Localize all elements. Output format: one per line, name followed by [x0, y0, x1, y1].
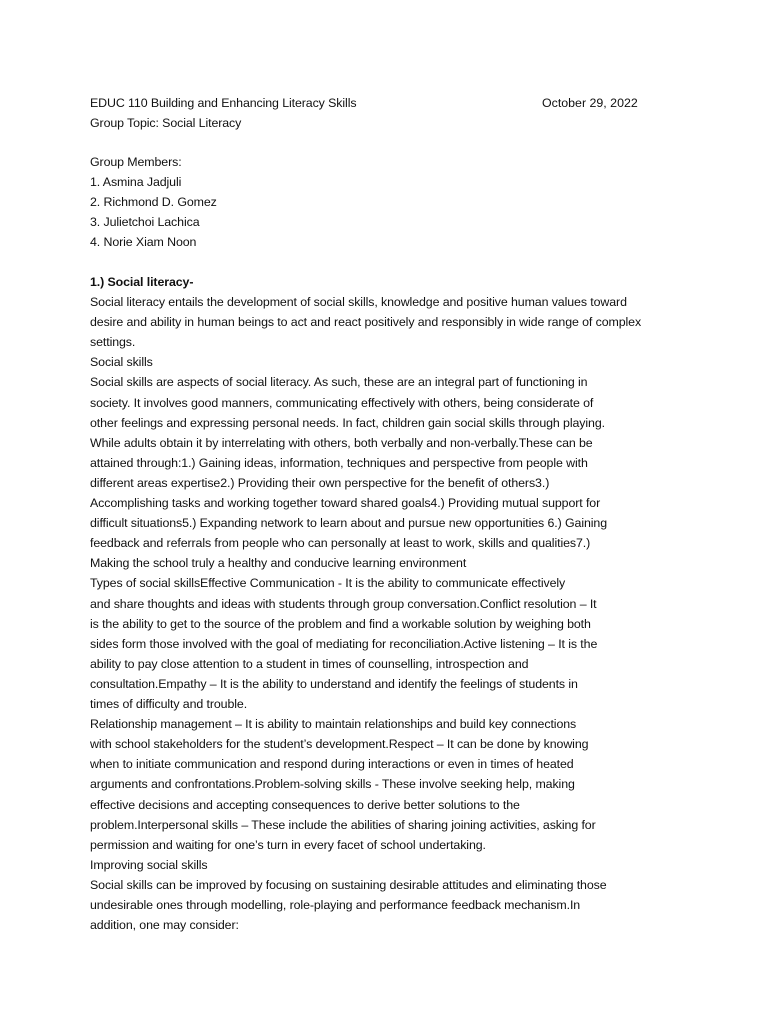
body-line: different areas expertise2.) Providing their own perspective for the benefit of others3.): [90, 475, 550, 490]
body-line: permission and waiting for one’s turn in every facet of school undertaking.: [90, 837, 486, 852]
body-line: arguments and confrontations.Problem-solving skills - These involve seeking help, making: [90, 777, 575, 792]
body-line: Social skills can be improved by focusing on sustaining desirable attitudes and eliminating those: [90, 877, 607, 892]
member-item: 2. Richmond D. Gomez: [90, 195, 217, 209]
body-line: settings.: [90, 335, 136, 350]
body-line: and share thoughts and ideas with students through group conversation.Conflict resolution – It: [90, 596, 597, 611]
members-heading: Group Members:: [90, 155, 182, 169]
body-line: Making the school truly a healthy and conducive learning environment: [90, 556, 467, 571]
body-line: Social literacy entails the development of social skills, knowledge and positive human values toward: [90, 295, 627, 309]
body-line: While adults obtain it by interrelating with others, both verbally and non-verbally.These can be: [90, 435, 593, 450]
body-line: is the ability to get to the source of the problem and find a workable solution by weighing both: [90, 616, 591, 631]
body-line: problem.Interpersonal skills – These include the abilities of sharing joining activities, asking for: [90, 817, 596, 832]
body-line: difficult situations5.) Expanding network to learn about and pursue new opportunities 6.) Gaining: [90, 516, 607, 531]
body-line: ability to pay close attention to a student in times of counselling, introspection and: [90, 656, 529, 671]
body-line: Types of social skillsEffective Communication - It is the ability to communicate effectively: [90, 576, 566, 591]
body-line: Social skills: [90, 355, 153, 370]
body-line: Relationship management – It is ability to maintain relationships and build key connections: [90, 717, 577, 732]
body-line: undesirable ones through modelling, role-playing and performance feedback mechanism.In: [90, 898, 581, 912]
group-topic: Group Topic: Social Literacy: [90, 116, 242, 130]
body-line: effective decisions and accepting consequences to derive better solutions to the: [90, 797, 520, 812]
body-line: Improving social skills: [90, 857, 208, 872]
body-line: Social skills are aspects of social literacy. As such, these are an integral part of functioning in: [90, 375, 588, 390]
body-line: Accomplishing tasks and working together toward shared goals4.) Providing mutual support for: [90, 496, 601, 510]
document-date: October 29, 2022: [542, 96, 638, 110]
section-heading: 1.) Social literacy-: [90, 275, 194, 289]
course-title: EDUC 110 Building and Enhancing Literacy Skills: [90, 96, 357, 110]
body-line: when to initiate communication and respond during interactions or even in times of heated: [90, 757, 574, 772]
body-line: addition, one may consider:: [90, 918, 239, 933]
member-item: 4. Norie Xiam Noon: [90, 235, 197, 249]
member-item: 3. Julietchoi Lachica: [90, 215, 200, 229]
body-line: other feelings and expressing personal needs. In fact, children gain social skills through playing.: [90, 415, 605, 430]
body-line: consultation.Empathy – It is the ability to understand and identify the feelings of students in: [90, 676, 578, 691]
body-line: sides form those involved with the goal of mediating for reconciliation.Active listening – It is the: [90, 636, 598, 651]
body-line: desire and ability in human beings to act and react positively and responsibly in wide range of complex: [90, 315, 642, 330]
body-line: attained through:1.) Gaining ideas, information, techniques and perspective from people with: [90, 455, 588, 470]
body-line: society. It involves good manners, communicating effectively with others, being considerate of: [90, 395, 594, 410]
member-item: 1. Asmina Jadjuli: [90, 175, 182, 189]
body-line: with school stakeholders for the student’s development.Respect – It can be done by knowing: [90, 737, 589, 752]
body-line: times of difficulty and trouble.: [90, 697, 248, 711]
body-line: feedback and referrals from people who can personally at least to work, skills and qualities7.): [90, 536, 591, 551]
